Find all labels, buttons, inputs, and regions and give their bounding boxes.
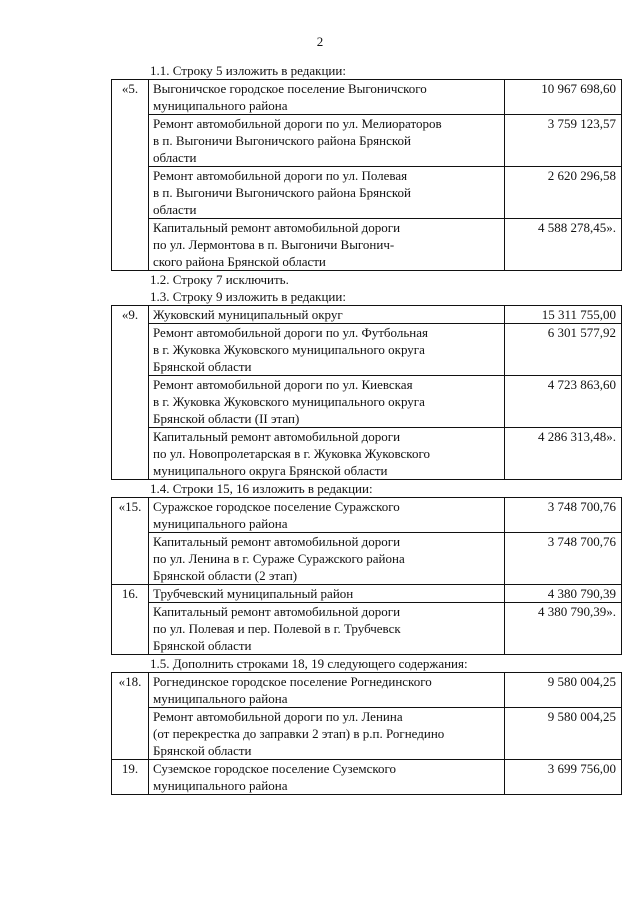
- object-name-cell: [149, 324, 505, 376]
- table-row: [112, 324, 622, 376]
- row-number-cell: «18.: [112, 673, 149, 760]
- object-name-line: по ул. Новопролетарская в г. Жуковка Жуковского: [153, 446, 430, 461]
- object-name-line: муниципального района: [153, 778, 288, 793]
- object-name-cell: [149, 585, 505, 603]
- object-name-cell: [149, 167, 505, 219]
- table-row: [112, 708, 622, 760]
- table-row: [112, 428, 622, 480]
- amendment-content: [111, 62, 622, 795]
- object-name-line: области: [153, 202, 197, 217]
- table-row: [112, 585, 622, 603]
- amount-cell: 9 580 004,25: [505, 673, 622, 708]
- object-name-line: в г. Жуковка Жуковского муниципального округа: [153, 394, 425, 409]
- amount-cell: 3 699 756,00: [505, 760, 622, 795]
- object-name-line: Суражское городское поселение Суражского: [153, 499, 400, 514]
- object-name-line: Выгоничское городское поселение Выгоничского: [153, 81, 427, 96]
- object-name-line: муниципального района: [153, 98, 288, 113]
- object-name-line: по ул. Полевая и пер. Полевой в г. Трубчевск: [153, 621, 401, 636]
- table-row: [112, 603, 622, 655]
- object-name-cell: [149, 80, 505, 115]
- object-name-cell: [149, 673, 505, 708]
- amounts-table: [111, 79, 622, 271]
- object-name-line: Жуковский муниципальный округ: [153, 307, 343, 322]
- object-name-line: Капитальный ремонт автомобильной дороги: [153, 429, 401, 444]
- object-name-line: Ремонт автомобильной дороги по ул. Полевая: [153, 168, 408, 183]
- amount-cell: 4 286 313,48».: [505, 428, 622, 480]
- object-name-line: муниципального района: [153, 691, 288, 706]
- section-instruction: 1.1. Строку 5 изложить в редакции:: [150, 63, 346, 78]
- section-instruction: 1.3. Строку 9 изложить в редакции:: [150, 289, 346, 304]
- table-row: [112, 760, 622, 795]
- object-name-line: по ул. Ленина в г. Сураже Суражского района: [153, 551, 405, 566]
- amounts-table: [111, 305, 622, 480]
- table-row: [112, 115, 622, 167]
- object-name-line: Ремонт автомобильной дороги по ул. Ленина: [153, 709, 403, 724]
- amount-cell: 2 620 296,58: [505, 167, 622, 219]
- object-name-line: в г. Жуковка Жуковского муниципального округа: [153, 342, 425, 357]
- object-name-line: Брянской области (II этап): [153, 411, 300, 426]
- object-name-cell: [149, 376, 505, 428]
- page-number: 2: [316, 34, 324, 49]
- object-name-cell: [149, 428, 505, 480]
- section-instruction: 1.5. Дополнить строками 18, 19 следующего содержания:: [150, 656, 468, 671]
- amount-cell: 3 748 700,76: [505, 533, 622, 585]
- object-name-line: Капитальный ремонт автомобильной дороги: [153, 220, 401, 235]
- object-name-line: по ул. Лермонтова в п. Выгоничи Выгонич-: [153, 237, 395, 252]
- table-row: [112, 498, 622, 533]
- object-name-cell: [149, 760, 505, 795]
- row-number-cell: «15.: [112, 498, 149, 585]
- object-name-cell: [149, 219, 505, 271]
- object-name-line: области: [153, 150, 197, 165]
- object-name-line: Суземское городское поселение Суземского: [153, 761, 397, 776]
- amounts-table: [111, 497, 622, 655]
- object-name-line: Ремонт автомобильной дороги по ул. Футбольная: [153, 325, 428, 340]
- object-name-cell: [149, 533, 505, 585]
- table-row: [112, 80, 622, 115]
- table-row: [112, 167, 622, 219]
- object-name-cell: [149, 498, 505, 533]
- amount-cell: 15 311 755,00: [505, 306, 622, 324]
- object-name-line: муниципального района: [153, 516, 288, 531]
- amounts-table: [111, 672, 622, 795]
- object-name-line: Рогнединское городское поселение Рогнединского: [153, 674, 432, 689]
- object-name-line: Ремонт автомобильной дороги по ул. Киевская: [153, 377, 413, 392]
- table-row: [112, 673, 622, 708]
- amount-cell: 4 588 278,45».: [505, 219, 622, 271]
- object-name-line: (от перекрестка до заправки 2 этап) в р.п. Рогнедино: [153, 726, 445, 741]
- row-number-cell: 16.: [112, 585, 149, 655]
- object-name-line: ского района Брянской области: [153, 254, 326, 269]
- row-number-cell: «5.: [112, 80, 149, 271]
- amount-cell: 3 748 700,76: [505, 498, 622, 533]
- object-name-line: Брянской области (2 этап): [153, 568, 298, 583]
- row-number-cell: «9.: [112, 306, 149, 480]
- table-row: [112, 376, 622, 428]
- object-name-cell: [149, 115, 505, 167]
- object-name-cell: [149, 708, 505, 760]
- amount-cell: 6 301 577,92: [505, 324, 622, 376]
- object-name-line: Капитальный ремонт автомобильной дороги: [153, 534, 401, 549]
- table-row: [112, 306, 622, 324]
- object-name-line: в п. Выгоничи Выгоничского района Брянской: [153, 185, 411, 200]
- section-instruction: 1.2. Строку 7 исключить.: [150, 272, 289, 287]
- object-name-line: в п. Выгоничи Выгоничского района Брянской: [153, 133, 411, 148]
- object-name-cell: [149, 306, 505, 324]
- amount-cell: 4 380 790,39: [505, 585, 622, 603]
- object-name-line: Трубчевский муниципальный район: [153, 586, 354, 601]
- amount-cell: 4 723 863,60: [505, 376, 622, 428]
- section-instruction: 1.4. Строки 15, 16 изложить в редакции:: [150, 481, 373, 496]
- amount-cell: 3 759 123,57: [505, 115, 622, 167]
- object-name-line: Брянской области: [153, 743, 252, 758]
- object-name-line: Брянской области: [153, 359, 252, 374]
- table-row: [112, 533, 622, 585]
- table-row: [112, 219, 622, 271]
- amount-cell: 10 967 698,60: [505, 80, 622, 115]
- object-name-line: муниципального округа Брянской области: [153, 463, 388, 478]
- amount-cell: 4 380 790,39».: [505, 603, 622, 655]
- object-name-line: Ремонт автомобильной дороги по ул. Мелиораторов: [153, 116, 442, 131]
- object-name-line: Брянской области: [153, 638, 252, 653]
- row-number-cell: 19.: [112, 760, 149, 795]
- object-name-cell: [149, 603, 505, 655]
- amount-cell: 9 580 004,25: [505, 708, 622, 760]
- object-name-line: Капитальный ремонт автомобильной дороги: [153, 604, 401, 619]
